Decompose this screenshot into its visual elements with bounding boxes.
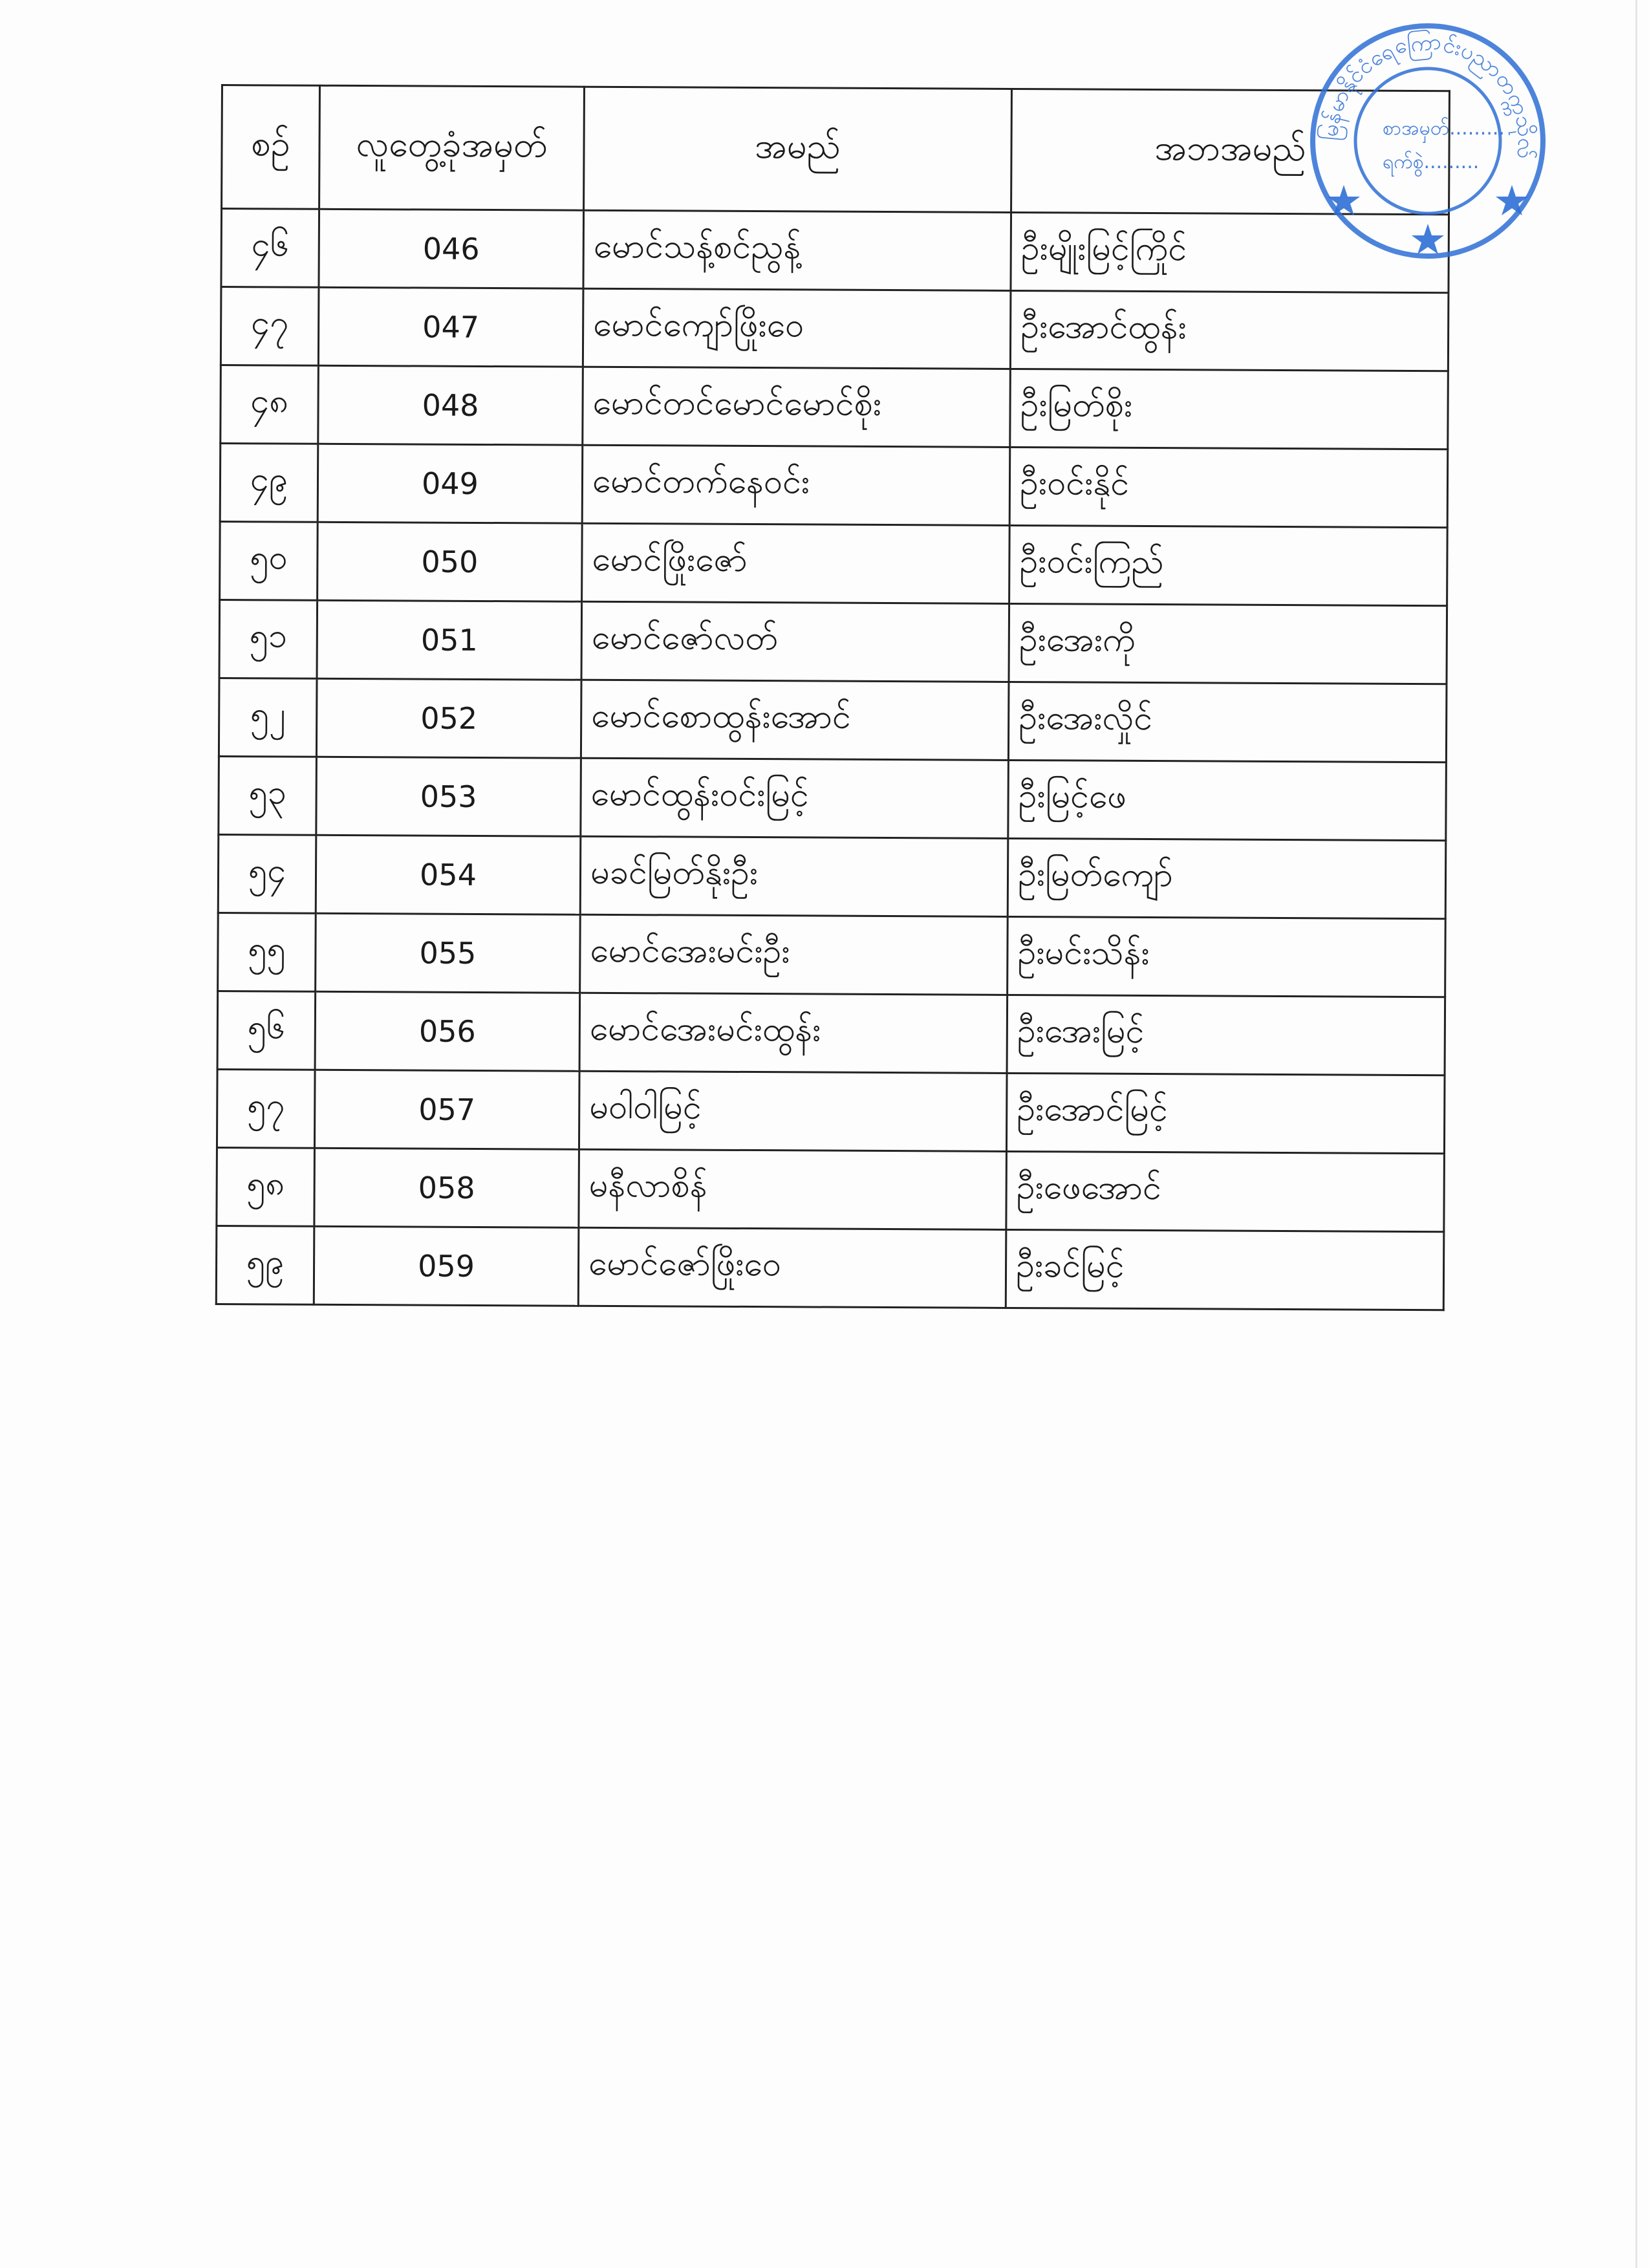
table-row [221, 365, 1449, 449]
svg-text:ရက်စွဲ.........: ရက်စွဲ......... [1383, 151, 1480, 173]
cell-no: ၄၆ [221, 209, 319, 288]
svg-text:မြန်မာနိုင်ငံရေကြောင်းပညာတက္ကသ: မြန်မာနိုင်ငံရေကြောင်းပညာတက္ကသိုလ် [1317, 28, 1539, 160]
cell-no: ၅၈ [217, 1147, 315, 1226]
header-name: အမည် [584, 87, 1012, 212]
cell-name: မောင်တက်နေဝင်း [582, 445, 1010, 525]
cell-name: မခင်မြတ်နိုးဦး [580, 836, 1008, 916]
cell-father: ဦးမြတ်ကျော် [1008, 838, 1446, 918]
cell-ticket: 051 [317, 600, 582, 680]
cell-no: ၅၄ [218, 834, 316, 913]
cell-no: ၅၀ [220, 521, 318, 600]
table-row [218, 834, 1446, 918]
cell-no: ၅၉ [216, 1226, 314, 1304]
cell-ticket: 052 [316, 678, 581, 758]
cell-no: ၅၃ [219, 756, 317, 835]
cell-no: ၅၅ [218, 913, 316, 991]
cell-name: မောင်ထွန်းဝင်းမြင့် [581, 758, 1009, 838]
cell-name: မောင်တင်မောင်မောင်စိုး [583, 367, 1011, 447]
cell-ticket: 049 [318, 444, 583, 523]
cell-ticket: 055 [316, 913, 581, 993]
table-row [221, 209, 1449, 293]
cell-name: မောင်ဇော်ဖြိုးဝေ [578, 1227, 1006, 1308]
cell-father: ဦးမျိုးမြင့်ကြိုင် [1011, 212, 1449, 292]
cell-father: ဦးအေးလှိုင် [1008, 682, 1447, 762]
cell-no: ၅၇ [217, 1069, 315, 1148]
header-no: စဉ် [222, 85, 320, 210]
cell-name: မနီလာစိန် [579, 1149, 1007, 1229]
cell-name: မောင်အေးမင်းဦး [580, 914, 1008, 995]
cell-name: မောင်အေးမင်းထွန်း [579, 993, 1008, 1073]
table-row [218, 913, 1446, 997]
cell-father: ဦးအောင်မြင့် [1006, 1073, 1445, 1153]
cell-ticket: 059 [314, 1226, 579, 1306]
table-row [217, 1069, 1445, 1153]
table-row [219, 756, 1447, 840]
cell-no: ၅၁ [219, 599, 318, 678]
cell-ticket: 047 [318, 287, 583, 367]
header-ticket: လူတွေ့ခုံအမှတ် [319, 85, 585, 210]
table-row [220, 444, 1448, 528]
candidate-table [215, 84, 1450, 1311]
cell-no: ၅၂ [219, 678, 317, 757]
table-body [216, 209, 1449, 1310]
cell-ticket: 046 [319, 209, 584, 288]
cell-name: မောင်စောထွန်းအောင် [581, 680, 1009, 760]
table-row [216, 1226, 1444, 1310]
cell-name: မောင်ကျော်ဖြိုးဝေ [583, 288, 1011, 369]
cell-ticket: 050 [318, 522, 583, 601]
table-row [217, 1147, 1445, 1231]
cell-father: ဦးခင်မြင့် [1006, 1229, 1444, 1310]
cell-father: ဦးဖေအောင် [1006, 1151, 1445, 1231]
scan-edge-line [1635, 0, 1637, 2268]
cell-father: ဦးမင်းသိန်း [1008, 916, 1446, 997]
svg-text:စာအမှတ်.........: စာအမှတ်......... [1383, 117, 1505, 140]
cell-father: ဦးအေးကို [1009, 603, 1447, 684]
header-father: အဘအမည် [1011, 89, 1450, 214]
cell-name: မောင်ဇော်လတ် [581, 601, 1009, 682]
table-row [220, 521, 1448, 605]
table-header-row [222, 85, 1450, 215]
cell-father: ဦးဝင်းနိုင် [1009, 447, 1448, 527]
cell-father: ဦးအောင်ထွန်း [1010, 290, 1449, 371]
cell-no: ၄၇ [221, 287, 319, 366]
cell-ticket: 056 [315, 991, 580, 1071]
cell-ticket: 058 [314, 1148, 579, 1227]
cell-name: မဝါဝါမြင့် [579, 1071, 1007, 1151]
cell-name: မောင်သန့်စင်ညွန့် [583, 210, 1011, 290]
cell-no: ၄၈ [221, 365, 319, 444]
cell-ticket: 054 [316, 835, 581, 914]
cell-father: ဦးမြင့်ဖေ [1008, 760, 1447, 840]
table-row [219, 678, 1447, 762]
cell-father: ဦးမြတ်စိုး [1010, 369, 1449, 449]
cell-father: ဦးဝင်းကြည် [1009, 525, 1448, 605]
table-row [217, 991, 1445, 1075]
cell-father: ဦးအေးမြင့် [1007, 995, 1445, 1075]
cell-no: ၅၆ [217, 991, 316, 1070]
cell-name: မောင်ဖြိုးဇော် [582, 523, 1010, 603]
cell-ticket: 057 [314, 1070, 579, 1149]
cell-ticket: 053 [316, 757, 581, 836]
table-row [219, 599, 1447, 684]
cell-no: ၄၉ [220, 444, 318, 523]
table-row [221, 287, 1449, 371]
cell-ticket: 048 [318, 365, 583, 445]
official-seal-stamp [1305, 18, 1551, 264]
